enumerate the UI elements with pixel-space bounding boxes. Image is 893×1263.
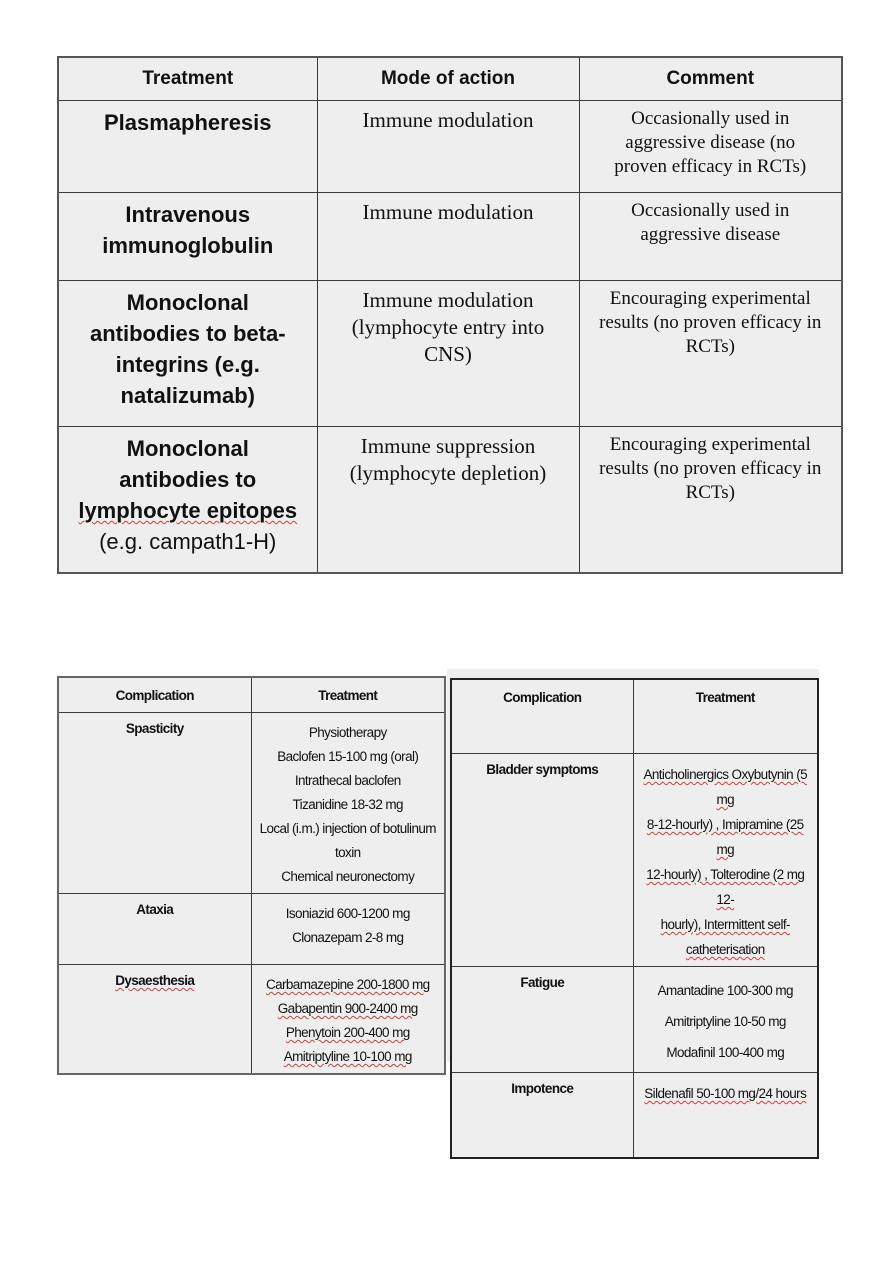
- treatment-cell: [58, 281, 317, 427]
- mode-line: (lymphocyte depletion): [349, 461, 547, 485]
- table-row: [58, 281, 842, 427]
- complication-cell: Fatigue: [451, 967, 633, 1073]
- table-row: [58, 427, 842, 573]
- treatment-example: (e.g. campath1-H): [99, 529, 277, 554]
- mode-cell: [317, 193, 579, 281]
- complication-cell: [58, 965, 251, 1075]
- mode-cell: [317, 281, 579, 427]
- table-row: [451, 967, 818, 1073]
- complication-label: Dysaesthesia: [115, 973, 195, 988]
- comment-line: results (no proven efficacy in: [599, 312, 822, 333]
- treatment-line: Chemical neuronectomy: [281, 869, 415, 884]
- mode-cell: [317, 427, 579, 573]
- table-row: [58, 894, 445, 965]
- treatment-line: Intrathecal baclofen: [294, 773, 401, 788]
- comment-cell: [579, 281, 842, 427]
- treatment-cell: [633, 754, 818, 967]
- complication-cell: Bladder symptoms: [451, 754, 633, 967]
- mode-line: Immune modulation: [362, 288, 534, 312]
- treatment-line: 12-hourly) , Tolterodine (2 mg 12-: [646, 867, 805, 907]
- treatment-cell: [58, 193, 317, 281]
- treatment-line: immunoglobulin: [102, 233, 274, 258]
- mode-line: CNS): [424, 342, 472, 366]
- column-header-comment: Comment: [579, 57, 842, 101]
- treatment-line: Monoclonal: [126, 290, 249, 315]
- comment-line: RCTs): [685, 336, 735, 357]
- comment-line: Occasionally used in: [631, 108, 790, 129]
- column-header-treatment: Treatment: [58, 57, 317, 101]
- treatment-cell: [58, 427, 317, 573]
- complication-cell: Impotence: [451, 1073, 633, 1158]
- treatment-cell: [251, 894, 445, 965]
- treatment-cell: [58, 101, 317, 193]
- comment-line: results (no proven efficacy in: [599, 458, 822, 479]
- treatment-cell: [633, 1073, 818, 1158]
- table-row: [58, 713, 445, 894]
- mechanism-treatment-table: [57, 56, 843, 574]
- column-header-treatment: Treatment: [633, 679, 818, 754]
- mode-line: Immune suppression: [360, 434, 536, 458]
- comment-line: Encouraging experimental: [609, 288, 811, 309]
- treatment-line: antibodies to beta-: [89, 321, 286, 346]
- comment-cell: [579, 193, 842, 281]
- treatment-line: 8-12-hourly) , Imipramine (25 mg: [646, 817, 804, 857]
- treatment-cell: [633, 967, 818, 1073]
- treatment-cell: [251, 965, 445, 1075]
- table-row: [58, 193, 842, 281]
- comment-line: aggressive disease: [640, 224, 781, 245]
- table-header-row: [58, 57, 842, 101]
- comment-line: Occasionally used in: [631, 200, 790, 221]
- treatment-line: Local (i.m.) injection of botulinum: [259, 821, 436, 836]
- mode-line: Immune modulation: [362, 108, 534, 132]
- mode-line: (lymphocyte entry into: [351, 315, 545, 339]
- comment-line: proven efficacy in RCTs): [614, 156, 807, 177]
- treatment-line: Clonazepam 2-8 mg: [292, 930, 404, 945]
- treatment-line: Gabapentin 900-2400 mg: [277, 1001, 418, 1016]
- treatment-line: Isoniazid 600-1200 mg: [285, 906, 410, 921]
- table-row: [58, 965, 445, 1075]
- treatment-line: Sildenafil 50-100 mg/24 hours: [644, 1086, 807, 1101]
- table-header-row: [451, 679, 818, 754]
- treatment-line: Amitriptyline 10-50 mg: [664, 1014, 786, 1029]
- treatment-line: lymphocyte epitopes: [78, 498, 298, 523]
- treatment-line: Monoclonal: [126, 436, 249, 461]
- comment-line: RCTs): [685, 482, 735, 503]
- table-header-row: [58, 677, 445, 713]
- comment-line: Encouraging experimental: [609, 434, 811, 455]
- complication-cell: Ataxia: [58, 894, 251, 965]
- treatment-line: catheterisation: [685, 942, 765, 957]
- column-header-complication: Complication: [58, 677, 251, 713]
- complication-table-right: [450, 678, 819, 1159]
- treatment-line: Plasmapheresis: [103, 110, 272, 135]
- column-header-complication: Complication: [451, 679, 633, 754]
- treatment-cell: [251, 713, 445, 894]
- table-row: [58, 101, 842, 193]
- mode-cell: [317, 101, 579, 193]
- treatment-line: Intravenous: [125, 202, 251, 227]
- comment-line: aggressive disease (no: [625, 132, 796, 153]
- treatment-line: Anticholinergics Oxybutynin (5 mg: [643, 767, 808, 807]
- table-row: [451, 1073, 818, 1158]
- column-header-treatment: Treatment: [251, 677, 445, 713]
- treatment-line: toxin: [334, 845, 361, 860]
- treatment-line: Phenytoin 200-400 mg: [285, 1025, 410, 1040]
- treatment-line: Modafinil 100-400 mg: [666, 1045, 785, 1060]
- treatment-line: Physiotherapy: [308, 725, 387, 740]
- treatment-line: antibodies to: [119, 467, 257, 492]
- complication-table-left: [57, 676, 446, 1075]
- column-header-mode: Mode of action: [317, 57, 579, 101]
- comment-cell: [579, 427, 842, 573]
- comment-cell: [579, 101, 842, 193]
- treatment-line: integrins (e.g.: [115, 352, 260, 377]
- treatment-line: Amitriptyline 10-100 mg: [283, 1049, 412, 1064]
- treatment-line: natalizumab): [120, 383, 255, 408]
- treatment-line: Amantadine 100-300 mg: [657, 983, 793, 998]
- treatment-line: Tizanidine 18-32 mg: [292, 797, 403, 812]
- treatment-line: Carbamazepine 200-1800 mg: [265, 977, 430, 992]
- mode-line: Immune modulation: [362, 200, 534, 224]
- treatment-line: hourly), Intermittent self-: [660, 917, 790, 932]
- treatment-line: Baclofen 15-100 mg (oral): [277, 749, 419, 764]
- complication-cell: Spasticity: [58, 713, 251, 894]
- table-row: [451, 754, 818, 967]
